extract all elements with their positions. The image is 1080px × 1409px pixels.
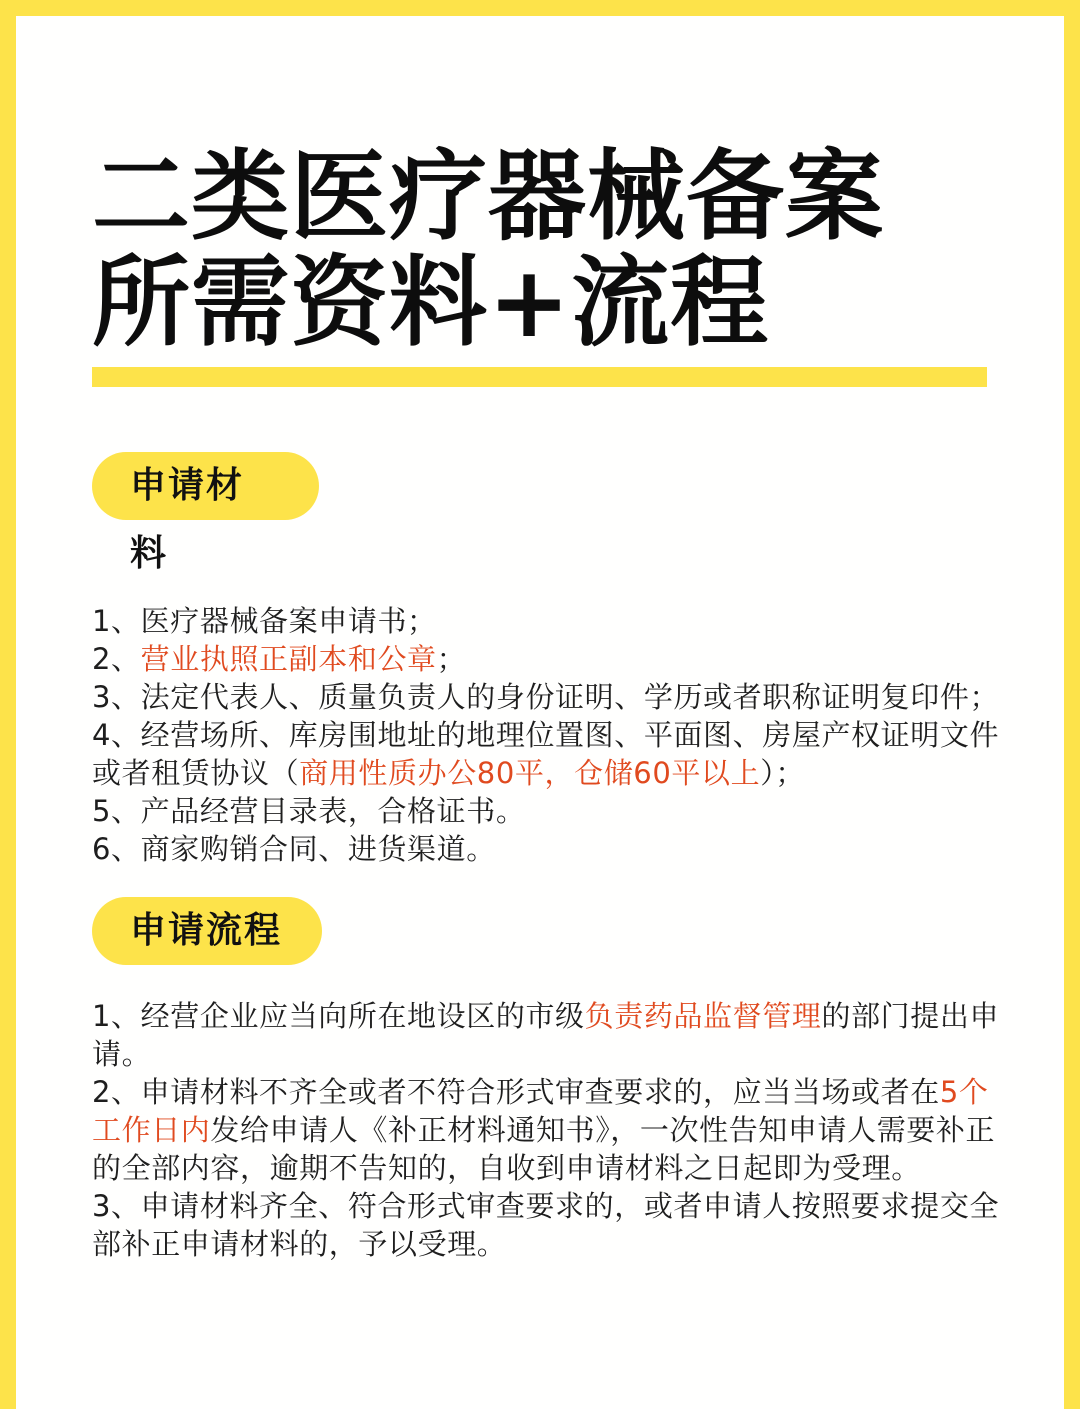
materials-heading-pill: 申请材料 (92, 452, 319, 520)
title-underline-bar (92, 367, 987, 387)
materials-item-2-text: 2、 (92, 642, 141, 676)
process-item-1-highlight: 负责药品监督管理 (584, 999, 822, 1033)
materials-item-6-text: 6、商家购销合同、进货渠道。 (92, 832, 496, 866)
materials-item-5 (92, 792, 1012, 830)
materials-item-1 (92, 602, 1012, 640)
process-heading-pill: 申请流程 (92, 897, 322, 965)
materials-item-3-text: 3、法定代表人、质量负责人的身份证明、学历或者职称证明复印件； (92, 680, 1000, 714)
title-line-2: 所需资料+流程 (92, 246, 770, 360)
materials-item-5-text: 5、产品经营目录表，合格证书。 (92, 794, 526, 828)
materials-item-4-text: 4、经营场所、库房围地址的地理位置图、平面图、房屋产权证明文件或者租赁协议（ (92, 718, 1000, 790)
process-item-2-highlight: 5个工作日内 (92, 1075, 989, 1147)
page-title (92, 140, 885, 360)
process-item-1-tail: 的部门提出申请。 (92, 999, 1000, 1071)
materials-item-1-text: 1、医疗器械备案申请书； (92, 604, 437, 638)
materials-list (92, 602, 1012, 868)
process-item-3-text: 3、申请材料齐全、符合形式审查要求的，或者申请人按照要求提交全部补正申请材料的，予以受理。 (92, 1189, 1000, 1261)
materials-item-4 (92, 716, 1012, 792)
process-list (92, 997, 1012, 1263)
process-item-2 (92, 1073, 1012, 1187)
materials-item-2-highlight: 营业执照正副本和公章 (140, 642, 437, 676)
materials-item-4-tail: ）； (760, 756, 805, 790)
process-item-2-text: 2、申请材料不齐全或者不符合形式审查要求的，应当当场或者在 (92, 1075, 940, 1109)
process-item-1 (92, 997, 1012, 1073)
materials-item-3 (92, 678, 1012, 716)
materials-section (92, 452, 1012, 868)
process-item-3 (92, 1187, 1012, 1263)
process-section (92, 897, 1012, 1263)
process-item-1-text: 1、经营企业应当向所在地设区的市级 (92, 999, 585, 1033)
materials-item-2 (92, 640, 1012, 678)
materials-item-2-tail: ； (436, 642, 467, 676)
materials-item-6 (92, 830, 1012, 868)
materials-item-4-highlight: 商用性质办公80平，仓储60平以上 (299, 756, 761, 790)
title-line-1: 二类医疗器械备案 (92, 140, 885, 254)
process-item-2-tail: 发给申请人《补正材料通知书》，一次性告知申请人需要补正的全部内容，逾期不告知的，自收到申请材料之日起即为受理。 (92, 1113, 996, 1185)
